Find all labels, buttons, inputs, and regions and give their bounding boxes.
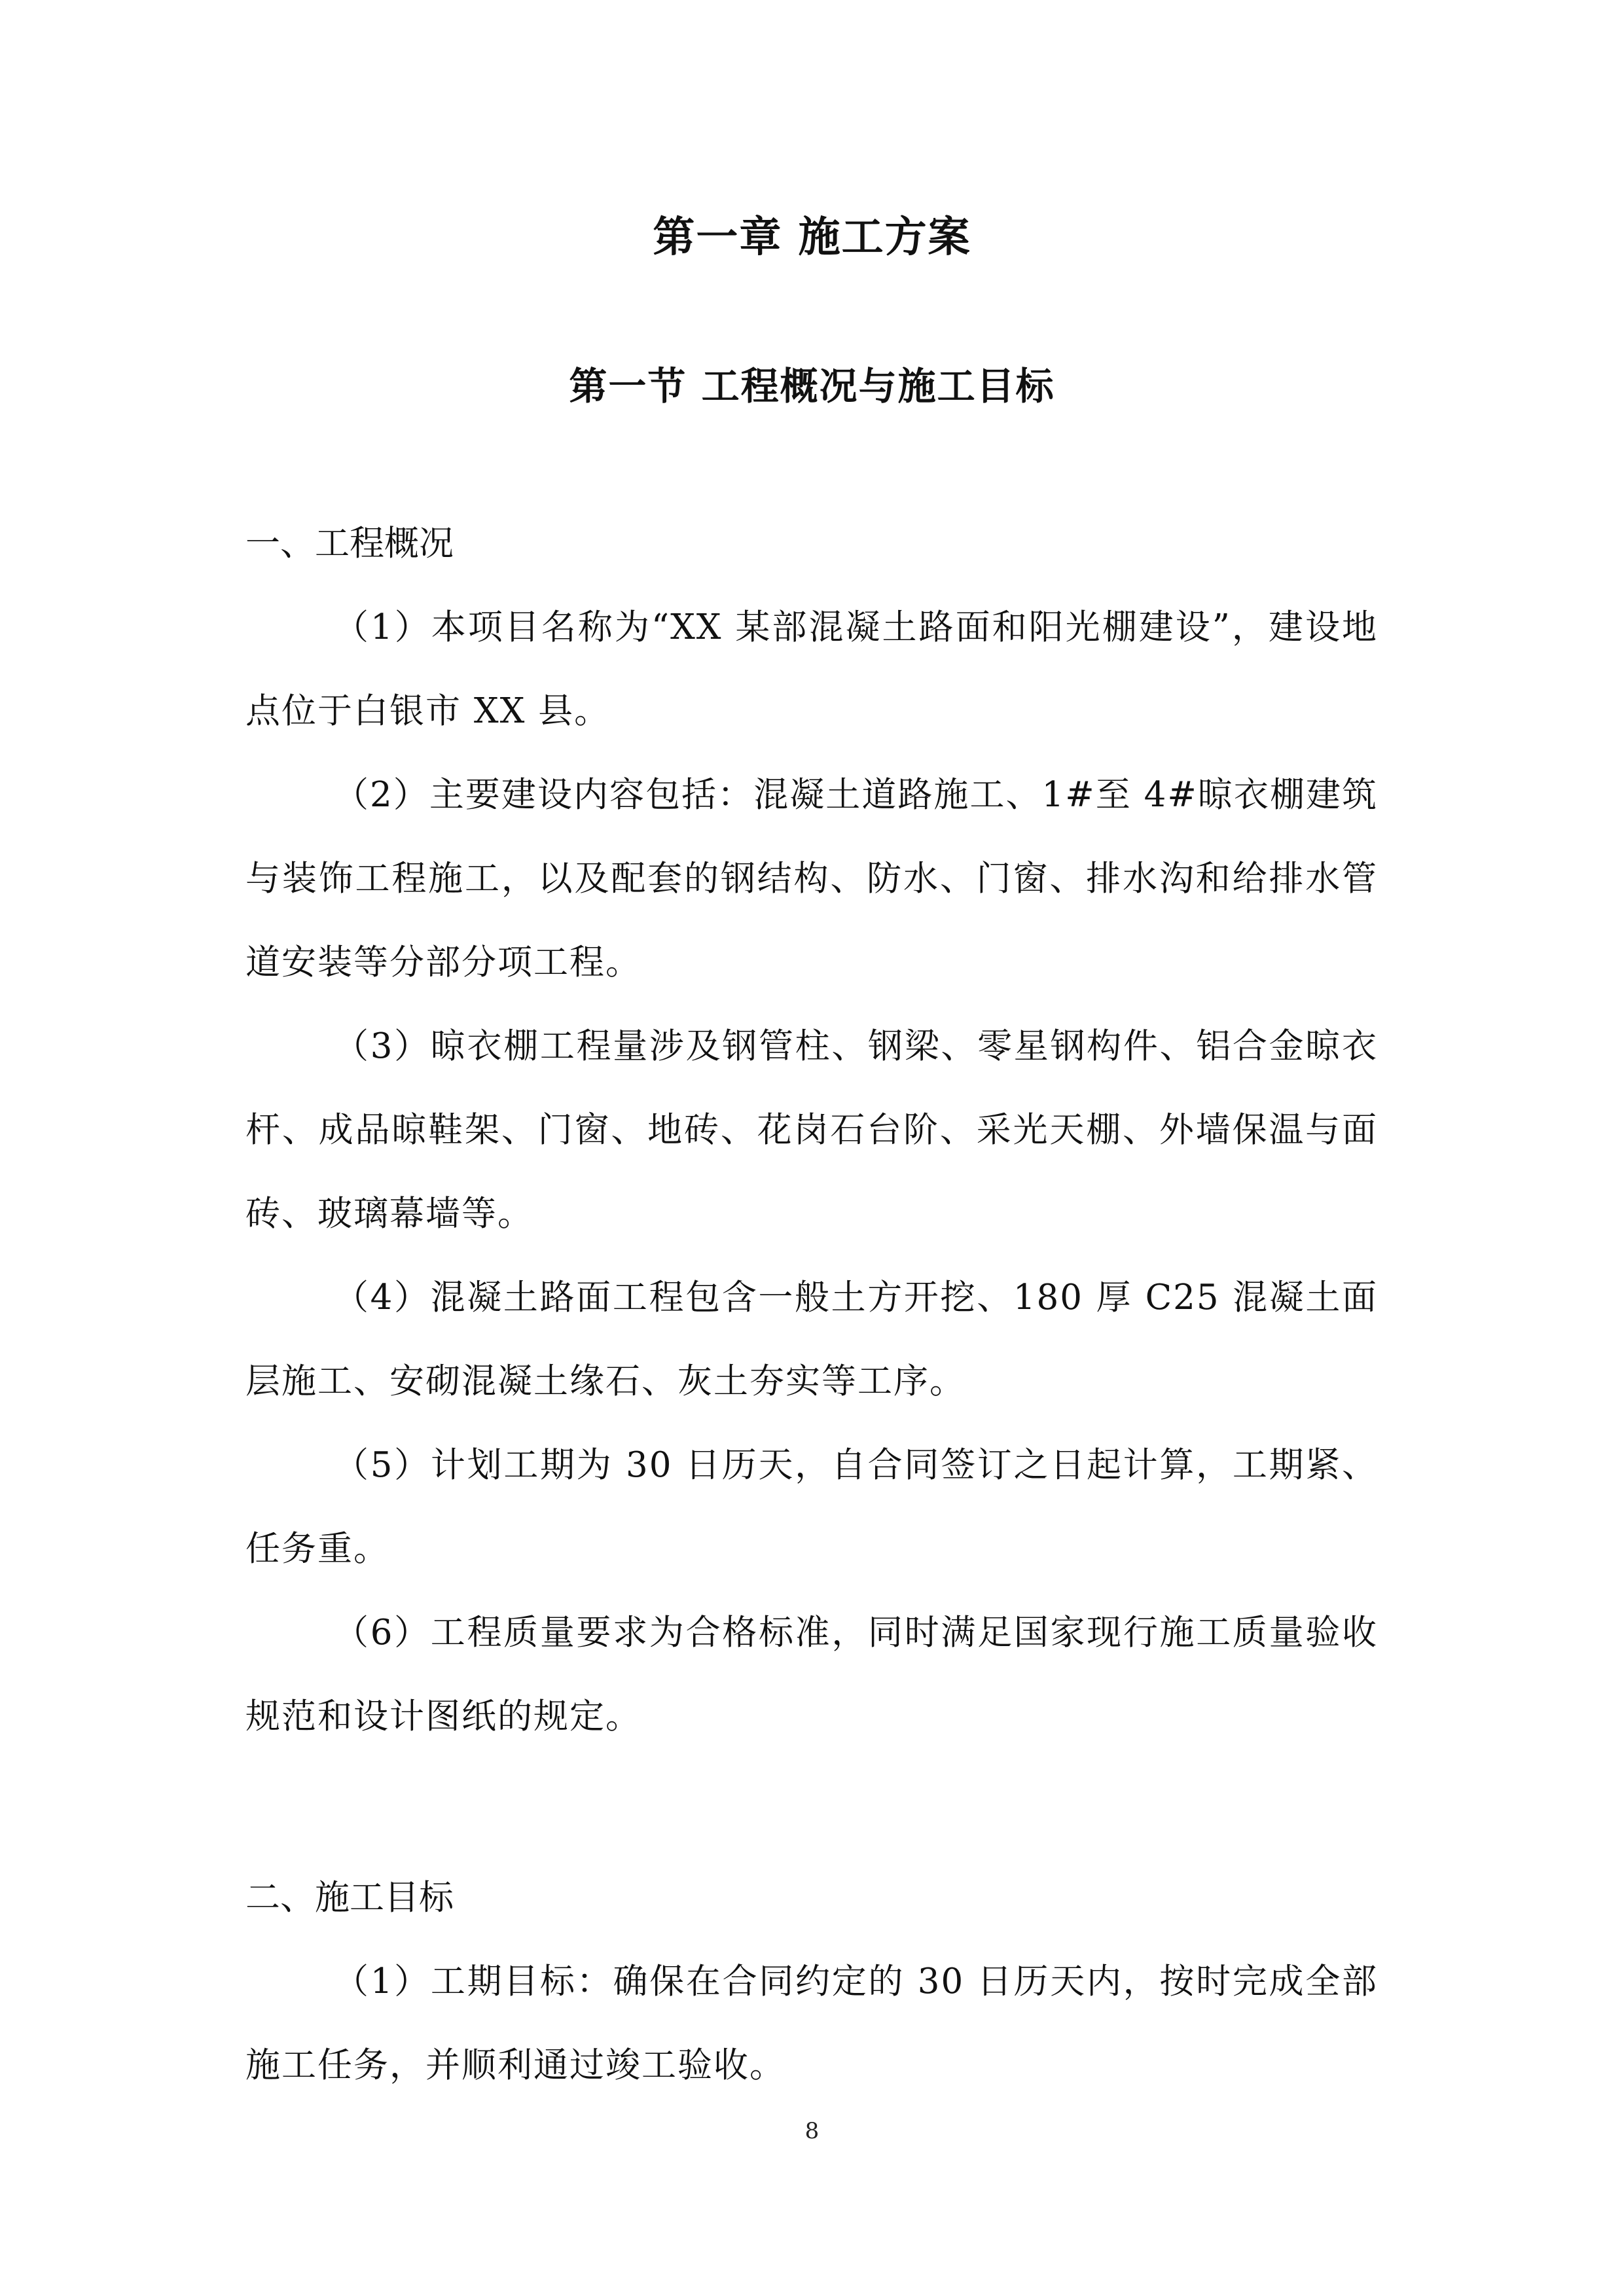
paragraph-schedule-goal: （1）工期目标：确保在合同约定的 30 日历天内，按时完成全部施工任务，并顺利通过竣工验收。 <box>245 1962 1378 2085</box>
section-title: 第一节 工程概况与施工目标 <box>569 364 1055 408</box>
paragraph-main-content: （2）主要建设内容包括：混凝土道路施工、1#至 4#晾衣棚建筑与装饰工程施工，以及配套的钢结构、防水、门窗、排水沟和给排水管道安装等分部分项工程。 <box>245 775 1378 982</box>
page-number: 8 <box>804 2118 820 2144</box>
paragraph-shed-quantities: （3）晾衣棚工程量涉及钢管柱、钢梁、零星钢构件、铝合金晾衣杆、成品晾鞋架、门窗、地砖、花岗石台阶、采光天棚、外墙保温与面砖、玻璃幕墙等。 <box>245 1026 1378 1234</box>
chapter-title: 第一章 施工方案 <box>653 213 971 262</box>
section-goals <box>245 1856 1378 2108</box>
paragraph-schedule: （5）计划工期为 30 日历天，自合同签订之日起计算，工期紧、任务重。 <box>245 1445 1378 1569</box>
section-heading-goals: 二、施工目标 <box>245 1878 454 1918</box>
paragraph-project-name: （1）本项目名称为“XX 某部混凝土路面和阳光棚建设”，建设地点位于白银市 XX 县。 <box>245 607 1378 731</box>
paragraph-quality: （6）工程质量要求为合格标准，同时满足国家现行施工质量验收规范和设计图纸的规定。 <box>245 1613 1378 1736</box>
section-heading-overview: 一、工程概况 <box>245 524 454 564</box>
section-overview <box>245 502 1378 1759</box>
paragraph-road-works: （4）混凝土路面工程包含一般土方开挖、180 厚 C25 混凝土面层施工、安砌混凝土缘石、灰土夯实等工序。 <box>245 1278 1378 1401</box>
